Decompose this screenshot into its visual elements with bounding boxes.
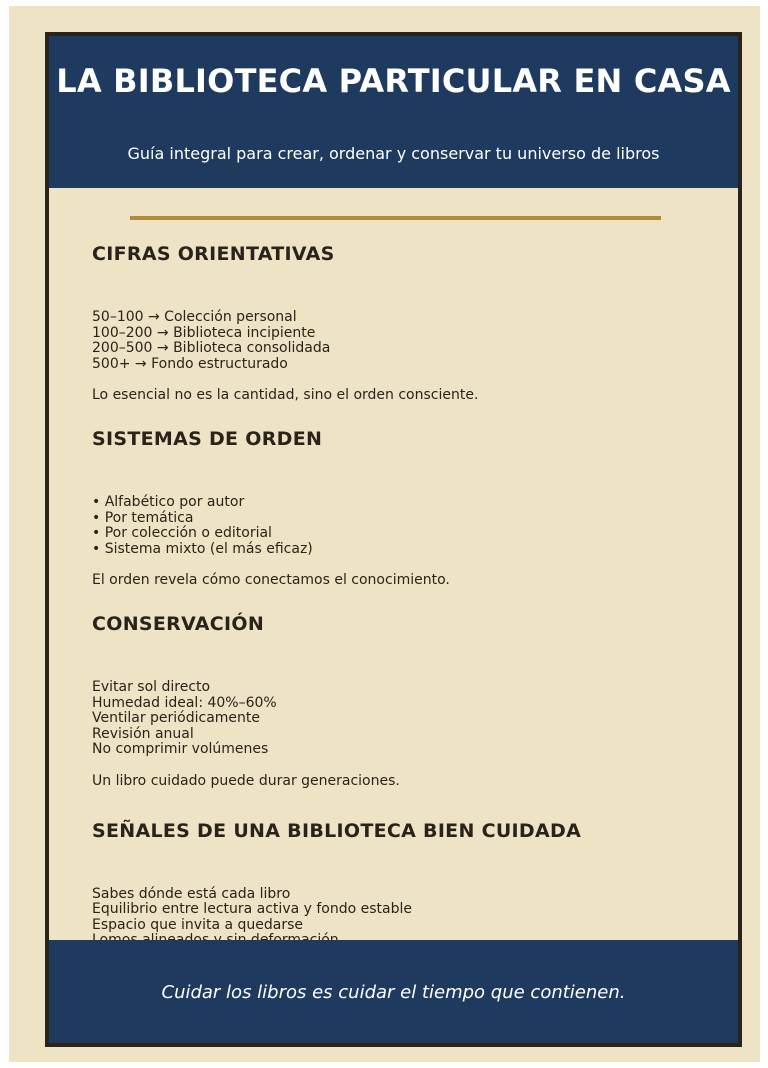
section-cifras: [92, 240, 712, 403]
poster-card: [45, 32, 742, 1047]
section-sistemas: [92, 425, 712, 588]
section-note: Lo esencial no es la cantidad, sino el orden consciente.: [92, 387, 479, 403]
list-item: • Por temática: [92, 509, 194, 526]
section-note: Un libro cuidado puede durar generaciones.: [92, 772, 400, 789]
list-item: Humedad ideal: 40%–60%: [92, 694, 277, 711]
list-item: • Por colección o editorial: [92, 525, 272, 541]
content-area: [92, 240, 712, 1002]
section-list: [92, 680, 712, 758]
list-item: 50–100 → Colección personal: [92, 309, 297, 325]
page-background: [9, 6, 760, 1062]
page-subtitle: Guía integral para crear, ordenar y conservar tu universo de libros: [127, 144, 660, 163]
list-item: 500+ → Fondo estructurado: [92, 355, 288, 372]
section-list: [92, 310, 712, 372]
section-heading: SISTEMAS DE ORDEN: [92, 428, 323, 450]
header-banner: [49, 36, 738, 188]
section-heading: SEÑALES DE UNA BIBLIOTECA BIEN CUIDADA: [92, 819, 582, 842]
list-item: No comprimir volúmenes: [92, 741, 269, 757]
list-item: 200–500 → Biblioteca consolidada: [92, 340, 331, 356]
footer-quote: Cuidar los libros es cuidar el tiempo que contienen.: [161, 982, 626, 1003]
list-item: Revisión anual: [92, 725, 194, 742]
list-item: Espacio que invita a quedarse: [92, 916, 304, 933]
list-item: Ventilar periódicamente: [92, 710, 261, 726]
list-item: • Sistema mixto (el más eficaz): [92, 540, 313, 557]
list-item: 100–200 → Biblioteca incipiente: [92, 324, 316, 341]
section-heading: CONSERVACIÓN: [92, 613, 265, 635]
section-conservacion: [92, 610, 712, 789]
footer-banner: [49, 940, 738, 1047]
list-item: Equilibrio entre lectura activa y fondo estable: [92, 901, 412, 917]
section-list: [92, 495, 712, 557]
gold-divider: [130, 216, 661, 220]
list-item: • Alfabético por autor: [92, 494, 245, 510]
section-heading: CIFRAS ORIENTATIVAS: [92, 243, 335, 265]
section-note: El orden revela cómo conectamos el conocimiento.: [92, 572, 450, 588]
page-title: LA BIBLIOTECA PARTICULAR EN CASA: [56, 62, 731, 100]
list-item: Sabes dónde está cada libro: [92, 885, 291, 902]
list-item: Evitar sol directo: [92, 679, 211, 695]
